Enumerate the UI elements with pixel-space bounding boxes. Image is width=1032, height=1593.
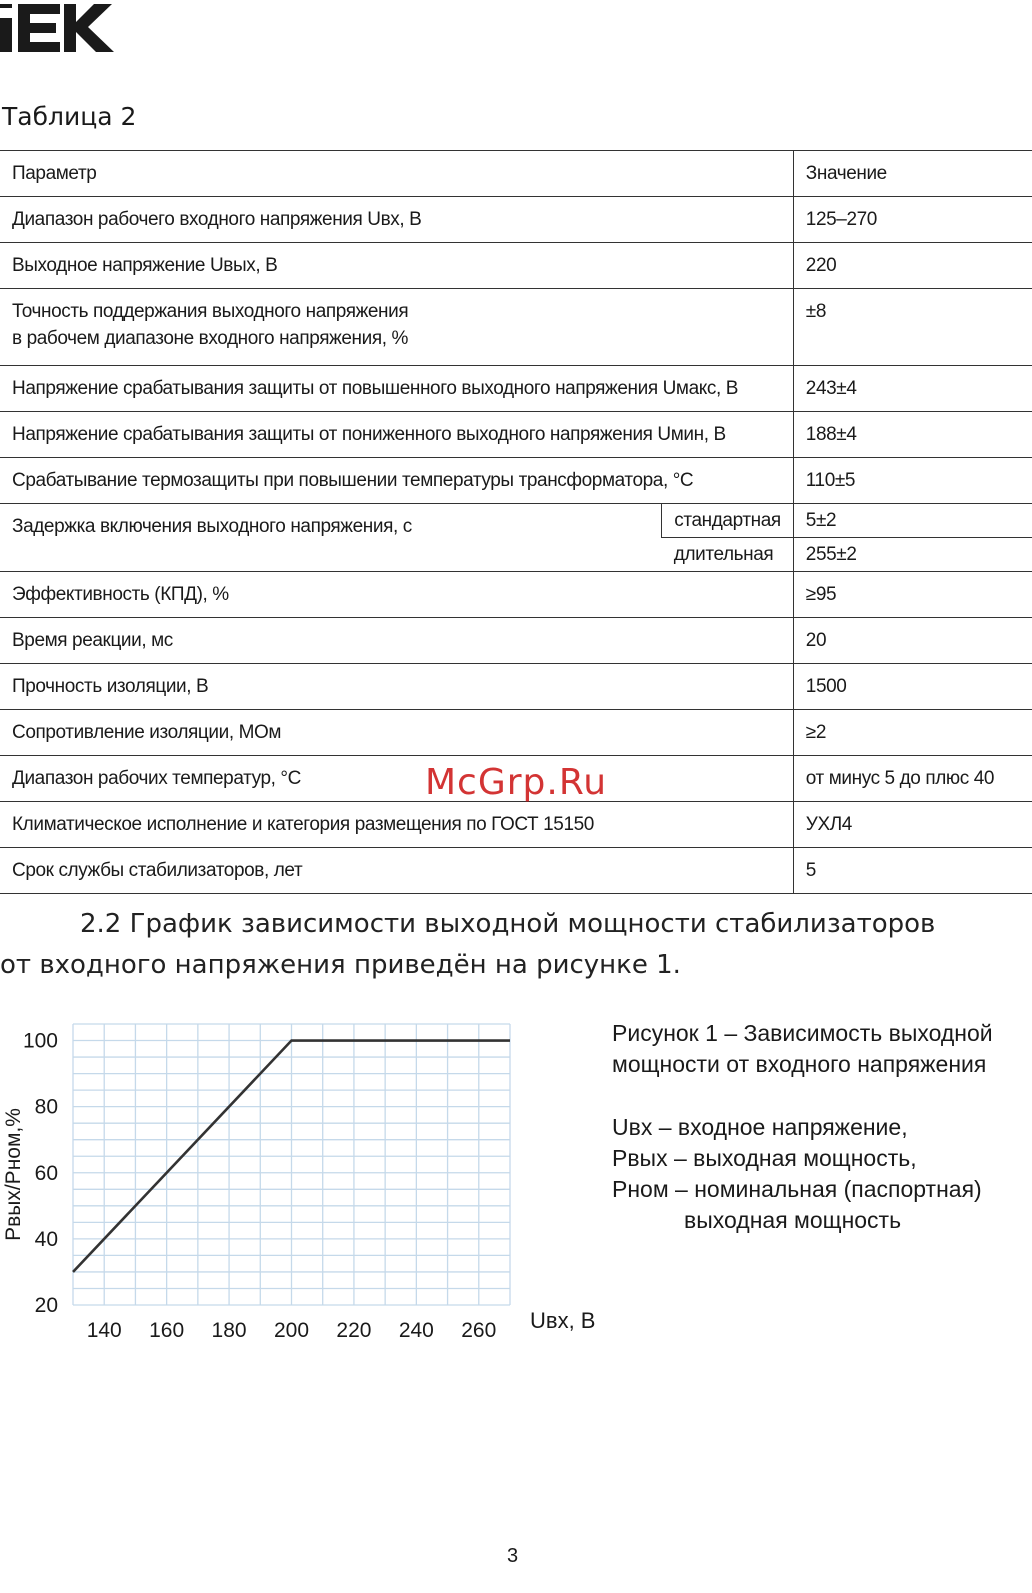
value-cell: УХЛ4	[793, 802, 1032, 848]
x-tick-label: 140	[86, 1319, 122, 1342]
param-cell	[0, 289, 793, 366]
value-cell: от минус 5 до плюс 40	[793, 756, 1032, 802]
table-row	[0, 458, 1032, 504]
table-row	[0, 243, 1032, 289]
table-row	[0, 572, 1032, 618]
legend-item: Pном – номинальная (паспортная)	[612, 1176, 982, 1202]
value-cell: 188±4	[793, 412, 1032, 458]
x-tick-label: 260	[461, 1319, 497, 1342]
value-cell: 20	[793, 618, 1032, 664]
value-cell: 5	[793, 848, 1032, 894]
x-tick-label: 220	[336, 1319, 372, 1342]
param-cell: Напряжение срабатывания защиты от пониженного выходного напряжения Uмин, В	[0, 412, 793, 458]
power-voltage-chart	[0, 1010, 600, 1370]
y-tick-label: 60	[34, 1161, 58, 1185]
y-tick-label: 40	[34, 1227, 58, 1251]
value-cell: 220	[793, 243, 1032, 289]
x-axis-label: Uвх, В	[530, 1308, 596, 1333]
table-row	[0, 197, 1032, 243]
table-row	[0, 366, 1032, 412]
table-row	[0, 504, 1032, 538]
table-row	[0, 664, 1032, 710]
sub-label-cell: стандартная	[662, 504, 794, 538]
y-axis-label: Pвых/Pном,%	[2, 1108, 25, 1241]
param-cell: Срок службы стабилизаторов, лет	[0, 848, 793, 894]
y-tick-label: 20	[34, 1294, 58, 1317]
value-cell: 5±2	[793, 504, 1032, 538]
section-paragraph	[0, 904, 1000, 986]
sub-label-cell: длительная	[662, 538, 794, 572]
param-cell: Напряжение срабатывания защиты от повышенного выходного напряжения Uмакс, В	[0, 366, 793, 412]
param-cell: Задержка включения выходного напряжения, с	[0, 504, 662, 572]
table-header-row	[0, 151, 1032, 197]
value-cell: 110±5	[793, 458, 1032, 504]
value-cell: 243±4	[793, 366, 1032, 412]
x-tick-label: 240	[398, 1319, 434, 1342]
param-line: Точность поддержания выходного напряжения	[12, 301, 409, 322]
value-cell: 255±2	[793, 538, 1032, 572]
x-tick-label: 180	[211, 1319, 247, 1342]
table-row	[0, 618, 1032, 664]
section-line: от входного напряжения приведён на рисунке 1.	[0, 950, 681, 980]
figure-caption	[612, 1018, 1022, 1080]
table-row	[0, 289, 1032, 366]
table-row	[0, 848, 1032, 894]
table-row	[0, 710, 1032, 756]
param-cell: Сопротивление изоляции, МОм	[0, 710, 793, 756]
value-cell: ≥95	[793, 572, 1032, 618]
table-row	[0, 412, 1032, 458]
param-cell: Прочность изоляции, В	[0, 664, 793, 710]
table-row	[0, 802, 1032, 848]
x-tick-label: 160	[149, 1319, 185, 1342]
caption-line: мощности от входного напряжения	[612, 1051, 987, 1077]
header-param: Параметр	[0, 151, 793, 197]
value-cell: ±8	[793, 289, 1032, 366]
legend-item: выходная мощность	[684, 1207, 902, 1233]
y-tick-label: 100	[22, 1029, 58, 1053]
value-cell: 1500	[793, 664, 1032, 710]
value-cell: 125–270	[793, 197, 1032, 243]
iek-logo	[0, 0, 116, 56]
param-cell: Диапазон рабочих температур, °С	[0, 756, 793, 802]
x-tick-label: 200	[273, 1319, 310, 1342]
value-cell: ≥2	[793, 710, 1032, 756]
legend-item: Pвых – выходная мощность,	[612, 1145, 917, 1171]
legend-item: Uвх – входное напряжение,	[612, 1114, 908, 1140]
section-line: 2.2 График зависимости выходной мощности стабилизаторов	[80, 909, 936, 939]
header-value: Значение	[793, 151, 1032, 197]
param-line: в рабочем диапазоне входного напряжения, %	[12, 328, 409, 349]
table-title: Таблица 2	[2, 102, 137, 131]
param-cell: Диапазон рабочего входного напряжения Uвх, В	[0, 197, 793, 243]
y-tick-label: 80	[34, 1095, 58, 1119]
param-cell: Климатическое исполнение и категория размещения по ГОСТ 15150	[0, 802, 793, 848]
param-cell: Время реакции, мс	[0, 618, 793, 664]
page-number: 3	[507, 1545, 519, 1567]
figure-legend	[612, 1018, 1022, 1236]
param-cell: Срабатывание термозащиты при повышении температуры трансформатора, °С	[0, 458, 793, 504]
param-cell: Выходное напряжение Uвых, В	[0, 243, 793, 289]
watermark: McGrp.Ru	[425, 762, 608, 803]
caption-line: Рисунок 1 – Зависимость выходной	[612, 1020, 993, 1046]
param-cell: Эффективность (КПД), %	[0, 572, 793, 618]
